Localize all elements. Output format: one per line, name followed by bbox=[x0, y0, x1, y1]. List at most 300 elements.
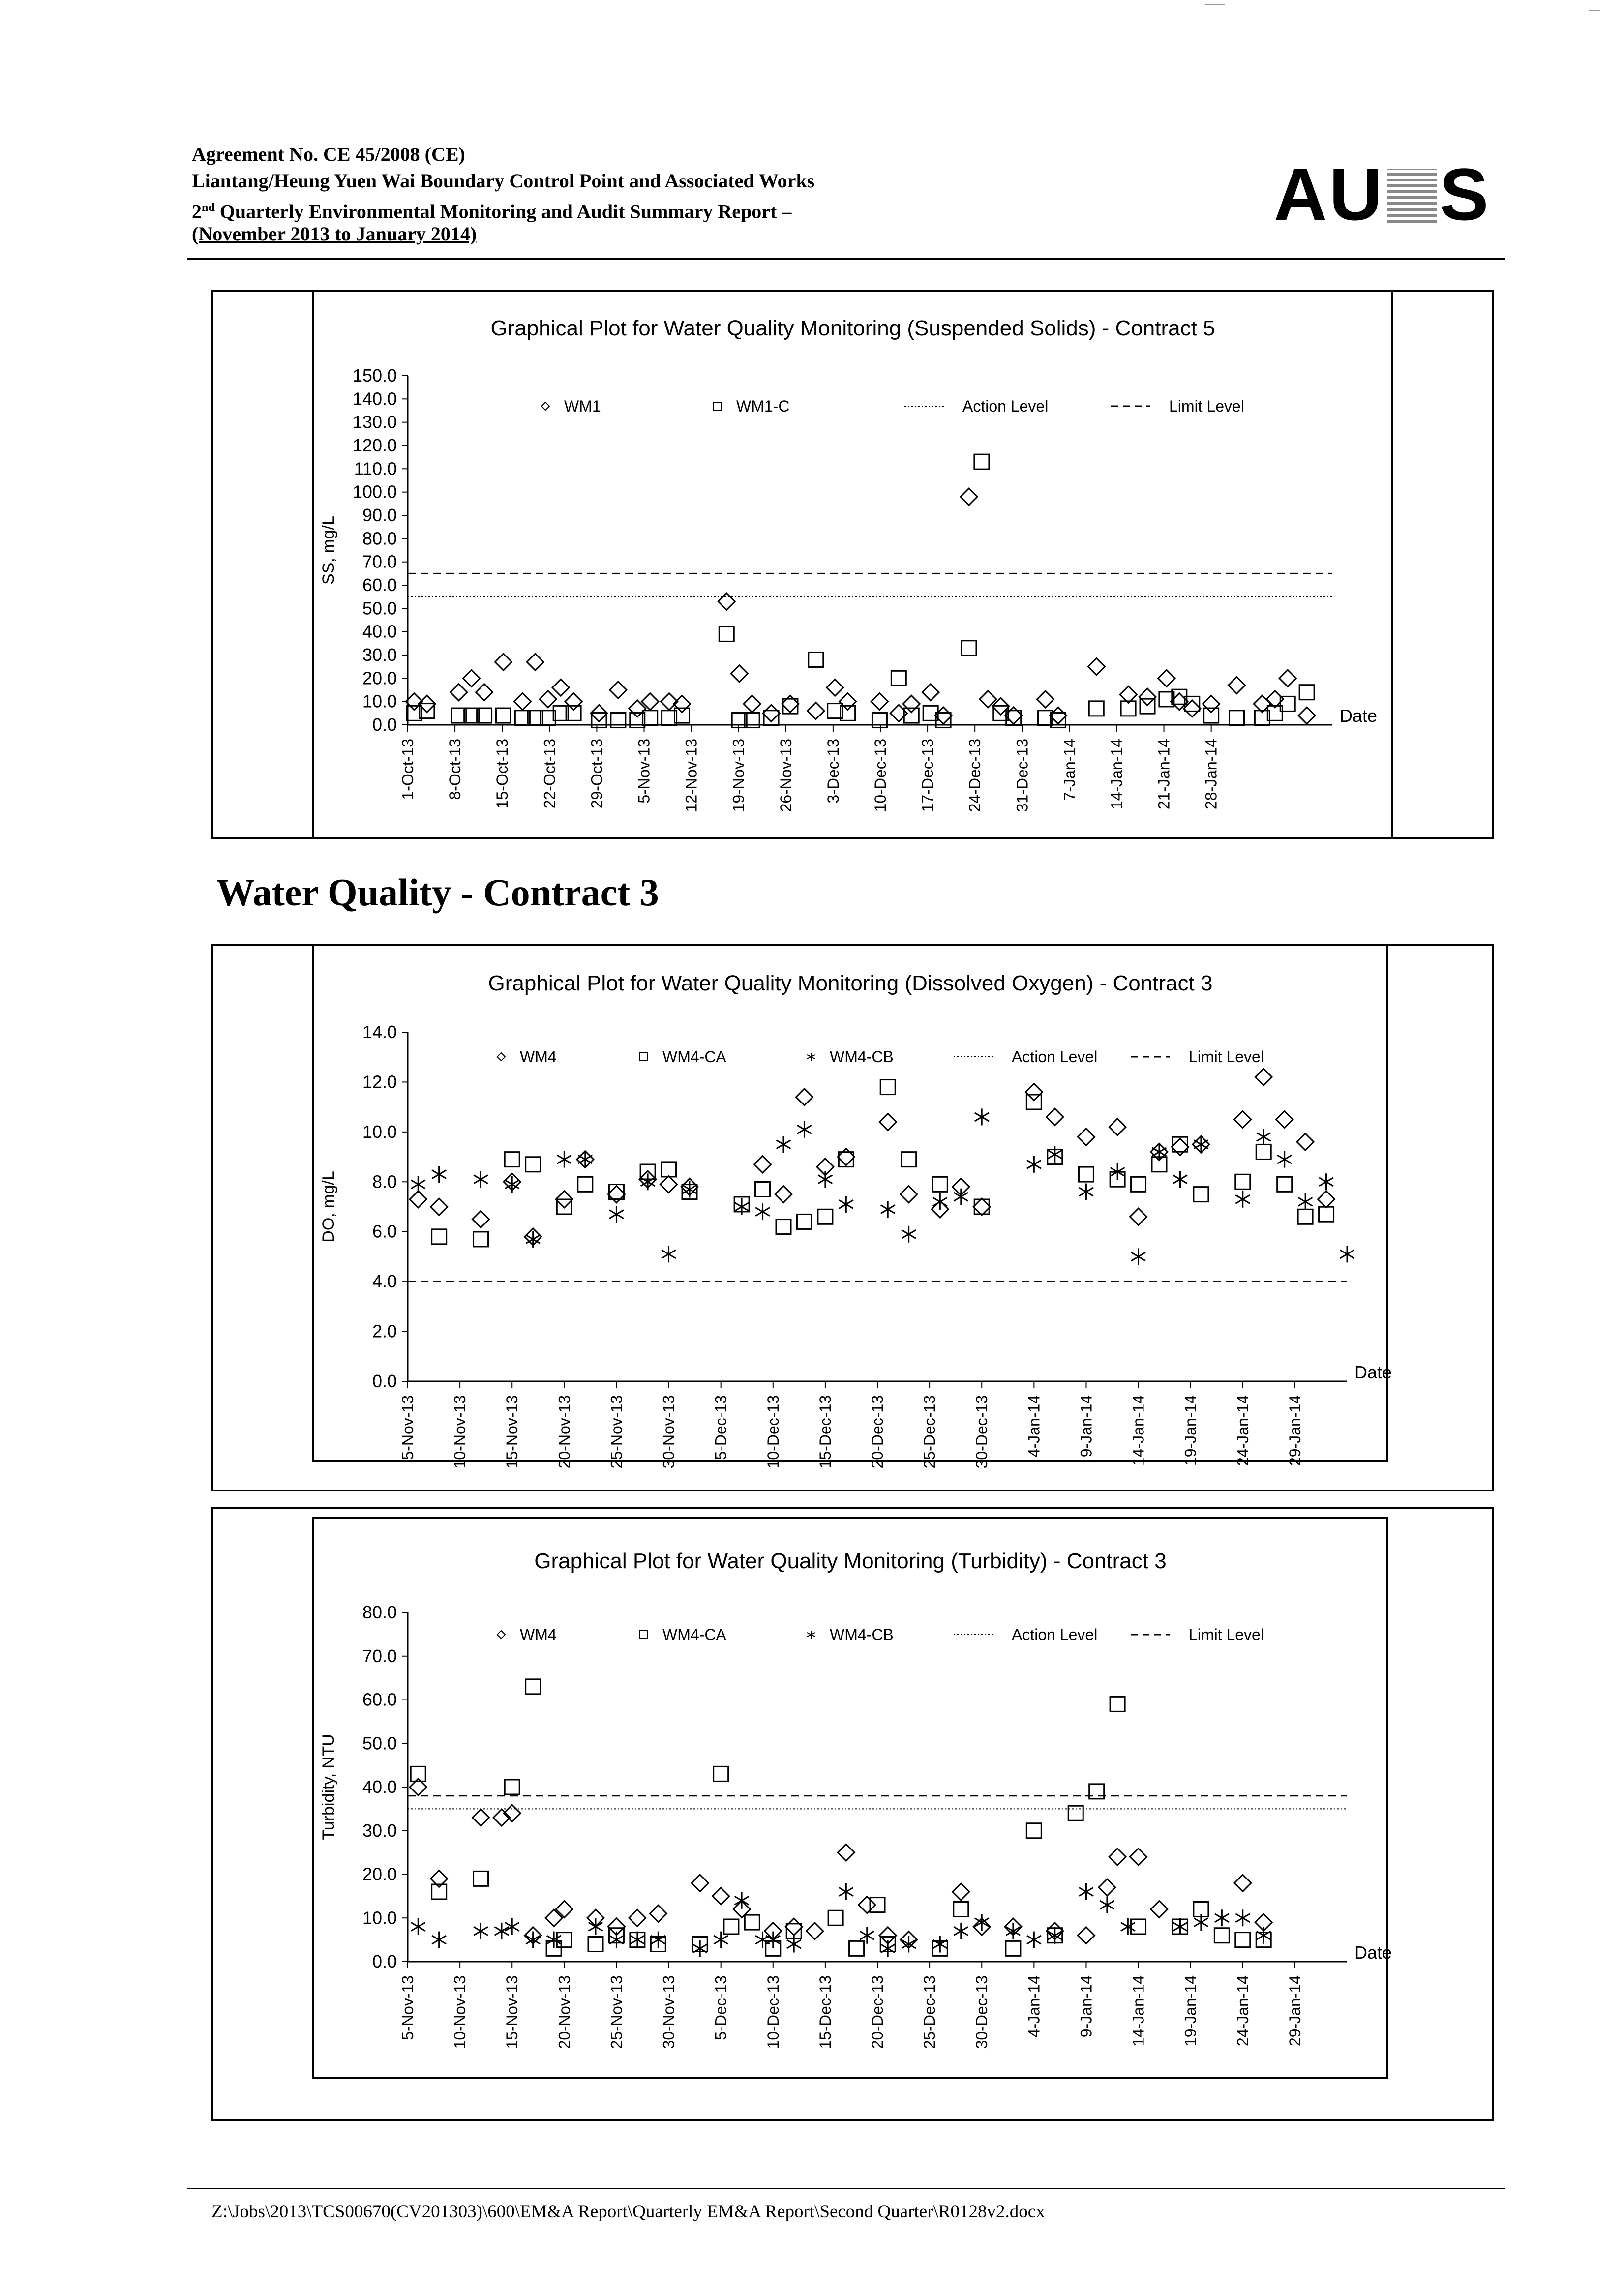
legend-marker bbox=[541, 402, 549, 410]
x-tick-label: 19-Nov-13 bbox=[729, 739, 748, 812]
wm-asterisk-point bbox=[1048, 1146, 1062, 1163]
wm-diamond-point bbox=[713, 1888, 729, 1905]
wm-square-point bbox=[849, 1941, 864, 1956]
wm-diamond-point bbox=[1047, 1108, 1063, 1125]
y-tick-label: 80.0 bbox=[362, 1602, 397, 1622]
chart-title: Graphical Plot for Water Quality Monitoring (Turbidity) - Contract 3 bbox=[534, 1549, 1167, 1573]
x-tick-label: 10-Nov-13 bbox=[451, 1975, 469, 2049]
x-tick-label: 30-Nov-13 bbox=[660, 1395, 678, 1469]
scan-corner-mark bbox=[1589, 10, 1600, 11]
wm-diamond-point bbox=[650, 1905, 666, 1922]
y-tick-label: 90.0 bbox=[362, 505, 397, 525]
wm-square-point bbox=[724, 1919, 739, 1934]
wm-asterisk-point bbox=[1027, 1932, 1041, 1948]
wm-square-point bbox=[1299, 685, 1314, 700]
wm-square-point bbox=[755, 1182, 770, 1197]
wm-square-point bbox=[1230, 711, 1244, 725]
y-tick-label: 6.0 bbox=[372, 1221, 397, 1242]
wm-square-point bbox=[505, 1780, 519, 1794]
wm-asterisk-point bbox=[432, 1166, 446, 1183]
x-tick-label: 20-Nov-13 bbox=[555, 1975, 573, 2049]
header-report-suffix: nd bbox=[202, 201, 215, 214]
x-tick-label: 9-Jan-14 bbox=[1077, 1395, 1095, 1458]
x-axis-label: Date bbox=[1354, 1362, 1392, 1382]
y-tick-label: 12.0 bbox=[362, 1072, 397, 1092]
wm-diamond-point bbox=[807, 1923, 823, 1939]
wm-diamond-point bbox=[775, 1186, 792, 1203]
wm-square-point bbox=[1110, 1697, 1125, 1711]
wm-asterisk-point bbox=[818, 1171, 832, 1188]
logo-text-right: S bbox=[1439, 153, 1491, 236]
wm-diamond-point bbox=[808, 703, 824, 719]
wm-diamond-point bbox=[608, 1186, 625, 1203]
wm-diamond-point bbox=[1318, 1191, 1335, 1208]
wm-square-point bbox=[1214, 1928, 1229, 1943]
wm-square-point bbox=[1006, 1941, 1021, 1956]
wm-diamond-point bbox=[1276, 1111, 1293, 1128]
wm-diamond-point bbox=[1279, 670, 1296, 686]
wm-asterisk-point bbox=[1257, 1927, 1271, 1944]
wm-diamond-point bbox=[796, 1089, 812, 1105]
wm-square-point bbox=[474, 1871, 488, 1886]
x-tick-label: 29-Jan-14 bbox=[1286, 1975, 1304, 2047]
wm-asterisk-point bbox=[1235, 1909, 1250, 1926]
x-axis-label: Date bbox=[1354, 1942, 1392, 1963]
wm-square-point bbox=[578, 1177, 593, 1192]
y-axis-label: SS, mg/L bbox=[319, 516, 338, 585]
x-tick-label: 29-Jan-14 bbox=[1286, 1395, 1304, 1466]
wm-asterisk-point bbox=[662, 1246, 676, 1262]
wm-diamond-point bbox=[1229, 677, 1245, 694]
legend-marker bbox=[497, 1631, 505, 1639]
wm-asterisk-point bbox=[755, 1203, 770, 1220]
y-tick-label: 70.0 bbox=[362, 1645, 397, 1666]
wm-asterisk-point bbox=[933, 1936, 947, 1953]
legend-label: WM1-C bbox=[736, 397, 790, 415]
wm-asterisk-point bbox=[651, 1932, 665, 1948]
x-tick-label: 15-Nov-13 bbox=[503, 1395, 521, 1469]
legend-label: Action Level bbox=[1012, 1048, 1098, 1066]
x-tick-label: 24-Jan-14 bbox=[1233, 1395, 1252, 1466]
y-tick-label: 4.0 bbox=[372, 1271, 397, 1292]
legend-label: Action Level bbox=[962, 397, 1049, 415]
wm-diamond-point bbox=[922, 684, 939, 701]
wm-square-point bbox=[432, 1229, 447, 1244]
legend-label: Limit Level bbox=[1189, 1626, 1264, 1643]
wm-diamond-point bbox=[961, 488, 977, 505]
y-tick-label: 70.0 bbox=[362, 551, 397, 572]
wm-square-point bbox=[1068, 1806, 1083, 1820]
y-tick-label: 60.0 bbox=[362, 575, 397, 595]
header-report-number: 2 bbox=[192, 200, 202, 223]
section-title: Water Quality - Contract 3 bbox=[216, 871, 659, 914]
wm-square-point bbox=[828, 1910, 843, 1925]
wm-diamond-point bbox=[859, 1897, 875, 1913]
y-tick-label: 150.0 bbox=[352, 365, 397, 386]
wm-square-point bbox=[1131, 1177, 1146, 1192]
x-tick-label: 21-Jan-14 bbox=[1155, 739, 1173, 810]
legend-marker bbox=[807, 1631, 815, 1639]
wm-asterisk-point bbox=[1152, 1143, 1167, 1160]
wm-square-point bbox=[962, 641, 976, 656]
wm-asterisk-point bbox=[1027, 1156, 1041, 1173]
wm-diamond-point bbox=[1078, 1927, 1094, 1944]
wm-asterisk-point bbox=[839, 1883, 853, 1900]
wm-square-point bbox=[719, 626, 734, 641]
wm-diamond-point bbox=[1109, 1119, 1126, 1135]
wm-asterisk-point bbox=[954, 1923, 968, 1939]
y-tick-label: 50.0 bbox=[362, 1733, 397, 1754]
legend-label: Limit Level bbox=[1169, 397, 1244, 415]
x-tick-label: 10-Dec-13 bbox=[871, 739, 889, 812]
x-tick-label: 5-Nov-13 bbox=[635, 739, 653, 804]
header-agreement: Agreement No. CE 45/2008 (CE) bbox=[192, 143, 465, 165]
x-tick-label: 24-Jan-14 bbox=[1233, 1975, 1252, 2047]
y-tick-label: 20.0 bbox=[362, 1864, 397, 1884]
wm-asterisk-point bbox=[1257, 1129, 1271, 1145]
x-tick-label: 20-Dec-13 bbox=[869, 1395, 886, 1469]
y-tick-label: 80.0 bbox=[362, 528, 397, 549]
wm-square-point bbox=[902, 1152, 916, 1167]
wm-square-point bbox=[1026, 1823, 1041, 1838]
y-axis-label: Turbidity, NTU bbox=[319, 1734, 338, 1840]
wm-diamond-point bbox=[463, 670, 480, 686]
wm-diamond-point bbox=[1025, 1084, 1042, 1101]
dissolved-oxygen-chart bbox=[314, 946, 1392, 1469]
wm-asterisk-point bbox=[1277, 1151, 1292, 1168]
y-axis-label: DO, mg/L bbox=[319, 1171, 338, 1243]
wm-diamond-point bbox=[1158, 670, 1175, 686]
x-tick-label: 5-Nov-13 bbox=[399, 1975, 417, 2040]
wm-square-point bbox=[1194, 1187, 1208, 1202]
x-tick-label: 26-Nov-13 bbox=[777, 739, 795, 812]
wm-square-point bbox=[818, 1209, 833, 1224]
header-report-title: Quarterly Environmental Monitoring and Audit Summary Report – bbox=[214, 200, 792, 223]
x-tick-label: 14-Jan-14 bbox=[1108, 739, 1126, 810]
wm-square-point bbox=[505, 1152, 519, 1167]
legend-marker bbox=[497, 1053, 505, 1061]
wm-square-point bbox=[974, 454, 989, 469]
wm-asterisk-point bbox=[1121, 1918, 1135, 1935]
wm-diamond-point bbox=[1234, 1111, 1251, 1128]
turbidity-chart bbox=[314, 1519, 1392, 2077]
wm-diamond-point bbox=[1298, 707, 1315, 724]
wm-diamond-point bbox=[973, 1198, 990, 1215]
wm-square-point bbox=[557, 1933, 571, 1947]
footer-path: Z:\Jobs\2013\TCS00670(CV201303)\600\EM&A Report\Quarterly EM&A Report\Second Quarter\R0128v2.docx bbox=[211, 2202, 1045, 2222]
legend-label: WM1 bbox=[564, 397, 601, 415]
wm-diamond-point bbox=[1139, 688, 1156, 705]
wm-asterisk-point bbox=[411, 1176, 425, 1193]
wm-asterisk-point bbox=[1173, 1171, 1187, 1188]
wm-diamond-point bbox=[901, 1186, 917, 1203]
x-tick-label: 25-Nov-13 bbox=[607, 1395, 626, 1469]
x-tick-label: 3-Dec-13 bbox=[824, 739, 842, 804]
y-tick-label: 30.0 bbox=[362, 1820, 397, 1841]
wm-diamond-point bbox=[1130, 1208, 1147, 1225]
legend-label: WM4-CB bbox=[830, 1626, 894, 1643]
wm-square-point bbox=[1235, 1933, 1250, 1947]
wm-square-point bbox=[1277, 1177, 1292, 1192]
y-tick-label: 40.0 bbox=[362, 1777, 397, 1797]
wm-diamond-point bbox=[718, 593, 735, 610]
header-rule bbox=[187, 258, 1505, 260]
y-tick-label: 10.0 bbox=[362, 1908, 397, 1928]
x-tick-label: 10-Nov-13 bbox=[451, 1395, 469, 1469]
y-tick-label: 0.0 bbox=[372, 1951, 397, 1971]
wm-asterisk-point bbox=[1173, 1918, 1187, 1935]
wm-square-point bbox=[954, 1902, 968, 1917]
legend-label: Action Level bbox=[1012, 1626, 1098, 1643]
wm-diamond-point bbox=[495, 654, 511, 670]
wm-diamond-point bbox=[1172, 1138, 1188, 1155]
wm-asterisk-point bbox=[1131, 1248, 1145, 1265]
x-tick-label: 15-Dec-13 bbox=[816, 1395, 834, 1469]
chart3-panel bbox=[312, 1517, 1392, 2079]
x-tick-label: 20-Nov-13 bbox=[555, 1395, 573, 1469]
wm-asterisk-point bbox=[933, 1193, 947, 1210]
x-tick-label: 5-Dec-13 bbox=[712, 1975, 730, 2040]
x-tick-label: 19-Jan-14 bbox=[1181, 1975, 1200, 2047]
logo-e-stripes bbox=[1387, 169, 1437, 223]
x-tick-label: 31-Dec-13 bbox=[1013, 739, 1031, 812]
wm-diamond-point bbox=[838, 1149, 854, 1165]
x-tick-label: 17-Dec-13 bbox=[919, 739, 937, 812]
wm-diamond-point bbox=[1109, 1849, 1126, 1865]
y-tick-label: 110.0 bbox=[354, 458, 397, 479]
wm-asterisk-point bbox=[1079, 1184, 1093, 1200]
wm-asterisk-point bbox=[505, 1918, 519, 1935]
legend-marker bbox=[640, 1053, 648, 1061]
wm-square-point bbox=[776, 1220, 791, 1234]
wm-square-point bbox=[797, 1214, 812, 1229]
wm-diamond-point bbox=[610, 682, 627, 698]
wm-asterisk-point bbox=[557, 1151, 571, 1168]
wm-square-point bbox=[1204, 708, 1219, 723]
x-tick-label: 9-Jan-14 bbox=[1077, 1975, 1095, 2038]
wm-square-point bbox=[1079, 1167, 1093, 1182]
wm-diamond-point bbox=[514, 693, 531, 710]
wm-asterisk-point bbox=[609, 1932, 624, 1948]
chart2-panel bbox=[312, 944, 1392, 1469]
wm-asterisk-point bbox=[1340, 1246, 1354, 1262]
wm-diamond-point bbox=[785, 1918, 802, 1935]
wm-asterisk-point bbox=[474, 1923, 488, 1939]
x-tick-label: 30-Dec-13 bbox=[973, 1395, 991, 1469]
footer-rule bbox=[187, 2188, 1505, 2189]
wm-diamond-point bbox=[527, 654, 543, 670]
x-tick-label: 20-Dec-13 bbox=[869, 1975, 886, 2049]
wm-asterisk-point bbox=[547, 1932, 561, 1948]
wm-diamond-point bbox=[661, 1176, 677, 1193]
legend-marker bbox=[714, 402, 722, 410]
wm-square-point bbox=[870, 1898, 885, 1912]
wm-diamond-point bbox=[1088, 658, 1105, 675]
wm-square-point bbox=[1319, 1207, 1334, 1222]
wm-square-point bbox=[932, 1177, 947, 1192]
wm-diamond-point bbox=[744, 695, 760, 712]
wm-asterisk-point bbox=[881, 1940, 895, 1957]
wm-square-point bbox=[1026, 1095, 1041, 1109]
wm-asterisk-point bbox=[881, 1201, 895, 1218]
wm-diamond-point bbox=[476, 684, 493, 701]
wm-square-point bbox=[764, 711, 779, 725]
wm-square-point bbox=[1235, 1174, 1250, 1189]
wm-asterisk-point bbox=[411, 1918, 425, 1935]
wm-diamond-point bbox=[1151, 1901, 1168, 1918]
wm-diamond-point bbox=[827, 679, 843, 696]
x-tick-label: 30-Dec-13 bbox=[973, 1975, 991, 2049]
wm-square-point bbox=[904, 708, 919, 723]
wm-diamond-point bbox=[838, 1844, 854, 1861]
y-tick-label: 10.0 bbox=[362, 1121, 397, 1142]
wm-square-point bbox=[526, 1679, 541, 1694]
wm-square-point bbox=[1131, 1919, 1146, 1934]
legend-label: WM4-CB bbox=[830, 1048, 894, 1066]
wm-square-point bbox=[974, 1199, 989, 1214]
y-tick-label: 8.0 bbox=[372, 1171, 397, 1192]
wm-diamond-point bbox=[1130, 1849, 1147, 1865]
legend-label: WM4 bbox=[520, 1048, 557, 1066]
wm-diamond-point bbox=[552, 679, 569, 696]
wm-diamond-point bbox=[1234, 1875, 1251, 1891]
legend-label: WM4-CA bbox=[662, 1626, 726, 1643]
wm-asterisk-point bbox=[1215, 1909, 1229, 1926]
wm-square-point bbox=[891, 671, 906, 686]
wm-diamond-point bbox=[754, 1156, 771, 1173]
y-tick-label: 2.0 bbox=[372, 1321, 397, 1342]
wm-asterisk-point bbox=[777, 1136, 791, 1153]
chart-title: Graphical Plot for Water Quality Monitoring (Dissolved Oxygen) - Contract 3 bbox=[488, 971, 1213, 995]
wm-square-point bbox=[662, 1162, 676, 1177]
y-tick-label: 20.0 bbox=[362, 668, 397, 688]
wm-square-point bbox=[496, 708, 511, 723]
wm-asterisk-point bbox=[735, 1198, 749, 1215]
legend-marker bbox=[807, 1053, 815, 1061]
wm-asterisk-point bbox=[797, 1121, 812, 1138]
x-tick-label: 8-Oct-13 bbox=[446, 739, 464, 800]
x-tick-label: 1-Oct-13 bbox=[399, 739, 417, 800]
wm-asterisk-point bbox=[839, 1196, 853, 1213]
legend-label: Limit Level bbox=[1189, 1048, 1264, 1066]
header-report bbox=[192, 196, 791, 223]
wm-square-point bbox=[526, 1157, 541, 1172]
wm-diamond-point bbox=[903, 695, 920, 712]
wm-diamond-point bbox=[871, 693, 888, 710]
wm-asterisk-point bbox=[432, 1932, 446, 1948]
y-tick-label: 100.0 bbox=[352, 481, 397, 502]
x-tick-label: 15-Nov-13 bbox=[503, 1975, 521, 2049]
wm-diamond-point bbox=[451, 684, 467, 701]
legend-label: WM4-CA bbox=[662, 1048, 726, 1066]
wm-asterisk-point bbox=[1079, 1883, 1093, 1900]
wm-diamond-point bbox=[692, 1875, 708, 1891]
y-tick-label: 0.0 bbox=[372, 1371, 397, 1391]
wm-diamond-point bbox=[1255, 1069, 1272, 1085]
chart-title: Graphical Plot for Water Quality Monitoring (Suspended Solids) - Contract 5 bbox=[490, 316, 1215, 340]
x-axis-label: Date bbox=[1340, 706, 1378, 726]
x-tick-label: 4-Jan-14 bbox=[1025, 1975, 1043, 2038]
scan-corner-mark bbox=[1205, 4, 1225, 5]
wm-square-point bbox=[1089, 1784, 1104, 1799]
wm-asterisk-point bbox=[1235, 1191, 1250, 1208]
x-tick-label: 30-Nov-13 bbox=[660, 1975, 678, 2049]
x-tick-label: 15-Oct-13 bbox=[493, 739, 511, 809]
x-tick-label: 19-Jan-14 bbox=[1181, 1395, 1200, 1466]
y-tick-label: 0.0 bbox=[372, 715, 397, 735]
y-tick-label: 40.0 bbox=[362, 621, 397, 642]
wm-diamond-point bbox=[410, 1191, 426, 1208]
y-tick-label: 50.0 bbox=[362, 598, 397, 619]
x-tick-label: 25-Dec-13 bbox=[921, 1975, 939, 2049]
legend-label: WM4 bbox=[520, 1626, 557, 1643]
y-tick-label: 60.0 bbox=[362, 1689, 397, 1710]
x-tick-label: 12-Nov-13 bbox=[682, 739, 700, 812]
x-tick-label: 24-Dec-13 bbox=[966, 739, 984, 812]
aues-logo bbox=[1274, 153, 1491, 236]
header-project: Liantang/Heung Yuen Wai Boundary Control Point and Associated Works bbox=[192, 170, 815, 192]
x-tick-label: 5-Dec-13 bbox=[712, 1395, 730, 1460]
x-tick-label: 14-Jan-14 bbox=[1129, 1975, 1147, 2047]
wm-asterisk-point bbox=[495, 1923, 509, 1939]
wm-square-point bbox=[588, 1937, 603, 1952]
wm-square-point bbox=[745, 1915, 759, 1930]
wm-square-point bbox=[809, 652, 823, 667]
wm-asterisk-point bbox=[474, 1171, 488, 1188]
wm-asterisk-point bbox=[1194, 1136, 1208, 1153]
wm-diamond-point bbox=[879, 1114, 896, 1131]
wm-diamond-point bbox=[431, 1198, 448, 1215]
wm-diamond-point bbox=[1297, 1133, 1314, 1150]
wm-asterisk-point bbox=[902, 1226, 916, 1243]
x-tick-label: 25-Dec-13 bbox=[921, 1395, 939, 1469]
y-tick-label: 140.0 bbox=[352, 388, 397, 409]
y-tick-label: 10.0 bbox=[362, 691, 397, 712]
wm-asterisk-point bbox=[975, 1108, 989, 1125]
wm-square-point bbox=[880, 1080, 895, 1095]
chart1-panel bbox=[312, 290, 1393, 839]
wm-diamond-point bbox=[473, 1809, 489, 1826]
logo-text-left: AU bbox=[1274, 153, 1384, 236]
wm-diamond-point bbox=[953, 1883, 969, 1900]
y-tick-label: 14.0 bbox=[362, 1022, 397, 1042]
wm-square-point bbox=[1256, 1144, 1271, 1159]
wm-asterisk-point bbox=[1298, 1193, 1313, 1210]
x-tick-label: 14-Jan-14 bbox=[1129, 1395, 1147, 1466]
wm-diamond-point bbox=[782, 695, 799, 712]
x-tick-label: 28-Jan-14 bbox=[1202, 739, 1220, 810]
wm-square-point bbox=[1089, 701, 1104, 716]
wm-asterisk-point bbox=[693, 1940, 707, 1957]
y-tick-label: 30.0 bbox=[362, 645, 397, 665]
wm-diamond-point bbox=[1203, 695, 1220, 712]
x-tick-label: 25-Nov-13 bbox=[607, 1975, 626, 2049]
y-tick-label: 120.0 bbox=[352, 435, 397, 455]
x-tick-label: 7-Jan-14 bbox=[1060, 739, 1079, 801]
wm-asterisk-point bbox=[1100, 1897, 1114, 1913]
wm-square-point bbox=[1298, 1209, 1313, 1224]
wm-diamond-point bbox=[731, 665, 748, 682]
wm-square-point bbox=[474, 1232, 488, 1247]
x-tick-label: 15-Dec-13 bbox=[816, 1975, 834, 2049]
wm-diamond-point bbox=[763, 705, 780, 721]
wm-diamond-point bbox=[1099, 1879, 1115, 1896]
wm-asterisk-point bbox=[1319, 1173, 1333, 1190]
header-period: (November 2013 to January 2014) bbox=[192, 223, 477, 245]
x-tick-label: 10-Dec-13 bbox=[764, 1395, 782, 1469]
wm-asterisk-point bbox=[630, 1932, 644, 1948]
x-tick-label: 4-Jan-14 bbox=[1025, 1395, 1043, 1458]
